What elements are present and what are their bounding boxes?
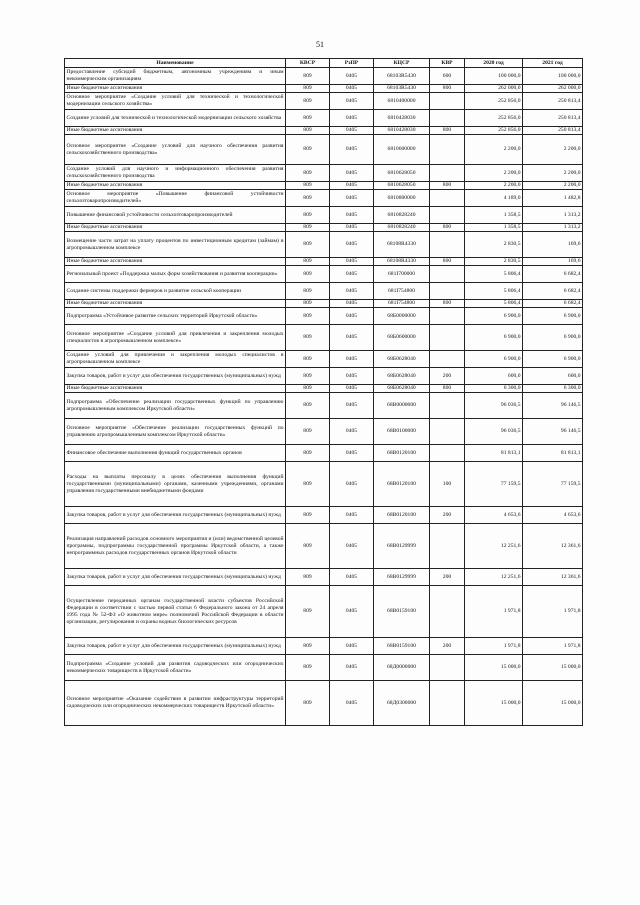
table-row: [65, 393, 583, 419]
table-row: [65, 300, 583, 308]
cell-name: Основное мероприятие «Обеспечение реализации государственных функций по управлению агропромышленным комплексом Иркутской области»: [65, 419, 286, 445]
header-2021: 2021 год: [523, 59, 583, 68]
cell-2020: 2 200,0: [465, 135, 523, 165]
cell-2021: 12 361,6: [523, 569, 583, 586]
cell-2020: 12 251,6: [465, 569, 523, 586]
cell-kcsr: 681I700000: [374, 266, 430, 283]
cell-kvsr: 809: [286, 224, 330, 232]
cell-kvsr: 809: [286, 419, 330, 445]
cell-kvr: [430, 655, 465, 681]
table-row: [65, 445, 583, 462]
cell-rzpr: 0405: [330, 462, 374, 507]
cell-name: Создание системы поддержки фермеров и развитие сельской кооперации: [65, 283, 286, 300]
cell-2020: 252 856,0: [465, 127, 523, 135]
cell-kvr: 800: [430, 300, 465, 308]
cell-name: Закупка товаров, работ и услуг для обеспечения государственных (муниципальных) нужд: [65, 368, 286, 385]
cell-name: Осуществление переданных органам государственной власти субъектов Российской Федерации в соответствии с частью первой статьи 6 Федерального закона от 24 апреля 1995 года № 52-ФЗ «О животном мире» полномочий Российской Федерации в области организации, регулирования и охраны водных биологических ресурсов: [65, 586, 286, 638]
cell-2020: 15 000,0: [465, 655, 523, 681]
cell-kvsr: 809: [286, 266, 330, 283]
table-row: [65, 308, 583, 325]
cell-2021: 262 000,0: [523, 85, 583, 93]
cell-kcsr: 68108R4330: [374, 258, 430, 266]
cell-kcsr: 6810428030: [374, 127, 430, 135]
cell-kvsr: 809: [286, 445, 330, 462]
cell-kvsr: 809: [286, 182, 330, 190]
cell-kcsr: 68Б0000000: [374, 308, 430, 325]
cell-rzpr: 0405: [330, 385, 374, 393]
cell-2020: 6 900,0: [465, 351, 523, 368]
cell-2020: 1 358,5: [465, 224, 523, 232]
cell-kcsr: 681I754800: [374, 300, 430, 308]
cell-2021: 6 900,0: [523, 325, 583, 351]
cell-2021: 81 813,1: [523, 445, 583, 462]
cell-kvr: 100: [430, 462, 465, 507]
cell-kvr: [430, 165, 465, 182]
cell-2021: 600,0: [523, 368, 583, 385]
cell-kcsr: 68108R4330: [374, 232, 430, 258]
cell-2021: 6 682,4: [523, 266, 583, 283]
header-rzpr: РзПР: [330, 59, 374, 68]
table-row: [65, 85, 583, 93]
table-row: [65, 638, 583, 655]
cell-rzpr: 0405: [330, 419, 374, 445]
cell-kvr: [430, 283, 465, 300]
cell-name: Подпрограмма «Обеспечение реализации государственных функций по управлению агропромышленным комплексом Иркутской области»: [65, 393, 286, 419]
cell-kvsr: 809: [286, 85, 330, 93]
budget-table: [64, 58, 583, 726]
cell-kvsr: 809: [286, 207, 330, 224]
table-row: [65, 368, 583, 385]
cell-rzpr: 0405: [330, 232, 374, 258]
cell-2020: 2 200,0: [465, 165, 523, 182]
cell-kvr: [430, 445, 465, 462]
cell-name: Создание условий для научного и информационного обеспечения развития сельскохозяйственного производства: [65, 165, 286, 182]
cell-rzpr: 0405: [330, 586, 374, 638]
cell-rzpr: 0405: [330, 190, 374, 207]
cell-name: Иные бюджетные ассигнования: [65, 258, 286, 266]
cell-kcsr: 68В0120100: [374, 445, 430, 462]
cell-name: Возмещение части затрат на уплату процентов по инвестиционным кредитам (займам) в агропромышленном комплексе: [65, 232, 286, 258]
cell-kvr: [430, 524, 465, 569]
cell-2021: 100 000,0: [523, 68, 583, 85]
cell-name: Основное мероприятие «Создание условий для научного обеспечения развития сельскохозяйственного производства»: [65, 135, 286, 165]
cell-name: Иные бюджетные ассигнования: [65, 300, 286, 308]
cell-2021: 250 813,4: [523, 110, 583, 127]
cell-kcsr: 6810828240: [374, 224, 430, 232]
cell-2020: 4 189,0: [465, 190, 523, 207]
cell-2021: 2 200,0: [523, 182, 583, 190]
table-row: [65, 524, 583, 569]
cell-rzpr: 0405: [330, 207, 374, 224]
cell-kcsr: 6810400000: [374, 93, 430, 110]
table-row: [65, 224, 583, 232]
cell-kcsr: 6810628050: [374, 165, 430, 182]
cell-2021: 96 146,5: [523, 393, 583, 419]
header-name: Наименование: [65, 59, 286, 68]
cell-kcsr: 6810600000: [374, 135, 430, 165]
cell-kcsr: 68Б0628040: [374, 385, 430, 393]
cell-kvsr: 809: [286, 165, 330, 182]
cell-kcsr: 681I754800: [374, 283, 430, 300]
cell-name: Основное мероприятие «Создание условий для технической и технологической модернизации сельского хозяйства»: [65, 93, 286, 110]
cell-2021: 6 300,0: [523, 385, 583, 393]
cell-kcsr: 68Д0300000: [374, 681, 430, 726]
cell-2020: 262 000,0: [465, 85, 523, 93]
table-row: [65, 190, 583, 207]
cell-name: Подпрограмма «Создание условий для развития садоводческих или огороднических некоммерческих товариществ в Иркутской области»: [65, 655, 286, 681]
cell-rzpr: 0405: [330, 135, 374, 165]
cell-rzpr: 0405: [330, 445, 374, 462]
cell-2020: 2 830,5: [465, 258, 523, 266]
cell-name: Создание условий для привлечения и закрепления молодых специалистов в агропромышленном комплексе: [65, 351, 286, 368]
cell-kvsr: 809: [286, 93, 330, 110]
cell-kvr: 200: [430, 569, 465, 586]
cell-rzpr: 0405: [330, 655, 374, 681]
cell-rzpr: 0405: [330, 93, 374, 110]
cell-rzpr: 0405: [330, 638, 374, 655]
cell-kvsr: 809: [286, 135, 330, 165]
table-row: [65, 419, 583, 445]
table-body: [65, 68, 583, 726]
cell-2020: 12 251,6: [465, 524, 523, 569]
cell-2021: 6 900,0: [523, 308, 583, 325]
cell-kcsr: 68В0120100: [374, 462, 430, 507]
cell-kvsr: 809: [286, 283, 330, 300]
cell-kvsr: 809: [286, 300, 330, 308]
table-header-row: [65, 59, 583, 68]
cell-kvr: [430, 266, 465, 283]
cell-rzpr: 0405: [330, 127, 374, 135]
cell-2020: 1 971,8: [465, 638, 523, 655]
cell-name: Основное мероприятие «Оказание содействия в развитии инфраструктуры территорий садоводческих или огороднических некоммерческих товариществ Иркутской области»: [65, 681, 286, 726]
cell-kvsr: 809: [286, 393, 330, 419]
cell-name: Повышение финансовой устойчивости сельхозтоваропроизводителей: [65, 207, 286, 224]
cell-2021: 6 900,0: [523, 351, 583, 368]
cell-kvr: [430, 681, 465, 726]
cell-2020: 4 653,6: [465, 507, 523, 524]
cell-2021: 15 000,0: [523, 655, 583, 681]
cell-rzpr: 0405: [330, 681, 374, 726]
cell-2021: 169,6: [523, 232, 583, 258]
cell-kcsr: 68Б0628040: [374, 351, 430, 368]
cell-kvsr: 809: [286, 368, 330, 385]
cell-name: Предоставление субсидий бюджетным, автономным учреждениям и иным некоммерческим организациям: [65, 68, 286, 85]
cell-kcsr: 6810800000: [374, 190, 430, 207]
cell-kcsr: 6810628050: [374, 182, 430, 190]
cell-name: Основное мероприятие «Повышение финансовой устойчивости сельхозтоваропроизводителей»: [65, 190, 286, 207]
cell-2021: 1 482,8: [523, 190, 583, 207]
cell-kvsr: 809: [286, 638, 330, 655]
cell-kcsr: 68Д0000000: [374, 655, 430, 681]
cell-name: Закупка товаров, работ и услуг для обеспечения государственных (муниципальных) нужд: [65, 507, 286, 524]
cell-rzpr: 0405: [330, 569, 374, 586]
cell-2021: 169,6: [523, 258, 583, 266]
cell-2020: 96 036,5: [465, 419, 523, 445]
table-row: [65, 586, 583, 638]
cell-kvr: [430, 351, 465, 368]
cell-2020: 252 856,0: [465, 110, 523, 127]
cell-kvsr: 809: [286, 110, 330, 127]
cell-kvr: [430, 135, 465, 165]
cell-2021: 2 200,0: [523, 135, 583, 165]
table-row: [65, 325, 583, 351]
table-row: [65, 182, 583, 190]
cell-2020: 100 000,0: [465, 68, 523, 85]
cell-name: Иные бюджетные ассигнования: [65, 182, 286, 190]
cell-kvr: 200: [430, 507, 465, 524]
cell-kcsr: 68В0129999: [374, 569, 430, 586]
cell-2020: 2 830,5: [465, 232, 523, 258]
cell-rzpr: 0405: [330, 393, 374, 419]
cell-kvr: [430, 93, 465, 110]
cell-name: Основное мероприятие «Создание условий для привлечения и закрепления молодых специалистов в агропромышленном комплексе»: [65, 325, 286, 351]
cell-2021: 2 200,0: [523, 165, 583, 182]
table-row: [65, 207, 583, 224]
cell-rzpr: 0405: [330, 351, 374, 368]
cell-name: Создание условий для технической и технологической модернизации сельского хозяйства: [65, 110, 286, 127]
table-row: [65, 266, 583, 283]
cell-kvr: [430, 308, 465, 325]
cell-kvr: [430, 419, 465, 445]
cell-2021: 6 682,4: [523, 300, 583, 308]
cell-2021: 77 159,5: [523, 462, 583, 507]
table-row: [65, 681, 583, 726]
cell-kvr: [430, 190, 465, 207]
cell-2021: 15 000,0: [523, 681, 583, 726]
table-row: [65, 93, 583, 110]
cell-name: Финансовое обеспечение выполнения функций государственных органов: [65, 445, 286, 462]
table-row: [65, 351, 583, 368]
header-kvr: КВР: [430, 59, 465, 68]
cell-2020: 5 806,4: [465, 283, 523, 300]
cell-2020: 6 300,0: [465, 385, 523, 393]
cell-rzpr: 0405: [330, 325, 374, 351]
cell-kvr: 600: [430, 68, 465, 85]
cell-kvsr: 809: [286, 524, 330, 569]
table-row: [65, 507, 583, 524]
cell-kvsr: 809: [286, 190, 330, 207]
cell-2020: 1 358,5: [465, 207, 523, 224]
page-number: 51: [316, 40, 324, 49]
cell-2021: 250 813,4: [523, 127, 583, 135]
cell-kvr: [430, 110, 465, 127]
cell-kcsr: 68103R5430: [374, 68, 430, 85]
cell-kvsr: 809: [286, 68, 330, 85]
header-kvsr: КВСР: [286, 59, 330, 68]
cell-name: Закупка товаров, работ и услуг для обеспечения государственных (муниципальных) нужд: [65, 569, 286, 586]
cell-2020: 2 200,0: [465, 182, 523, 190]
cell-kvr: [430, 207, 465, 224]
table-row: [65, 110, 583, 127]
cell-2021: 1 971,8: [523, 638, 583, 655]
cell-2021: 250 813,4: [523, 93, 583, 110]
cell-kvr: 800: [430, 182, 465, 190]
cell-name: Подпрограмма «Устойчивое развитие сельских территорий Иркутской области»: [65, 308, 286, 325]
cell-kcsr: 68В0000000: [374, 393, 430, 419]
cell-kcsr: 68Б0600000: [374, 325, 430, 351]
cell-kvr: 800: [430, 224, 465, 232]
cell-kvr: [430, 325, 465, 351]
cell-kvr: 800: [430, 127, 465, 135]
cell-rzpr: 0405: [330, 266, 374, 283]
cell-name: Иные бюджетные ассигнования: [65, 385, 286, 393]
cell-name: Реализация направлений расходов основного мероприятия и (или) ведомственной целевой программы, подпрограммы государственной программы Иркутской области, а также непрограммных расходов государственных органов Иркутской области: [65, 524, 286, 569]
cell-kvr: [430, 586, 465, 638]
cell-kvsr: 809: [286, 655, 330, 681]
table-row: [65, 569, 583, 586]
cell-kvsr: 809: [286, 462, 330, 507]
cell-rzpr: 0405: [330, 85, 374, 93]
cell-2021: 4 653,6: [523, 507, 583, 524]
cell-2020: 15 000,0: [465, 681, 523, 726]
cell-kvr: 200: [430, 368, 465, 385]
cell-name: Закупка товаров, работ и услуг для обеспечения государственных (муниципальных) нужд: [65, 638, 286, 655]
cell-rzpr: 0405: [330, 182, 374, 190]
header-2020: 2020 год: [465, 59, 523, 68]
cell-kcsr: 68В0159100: [374, 586, 430, 638]
cell-kvsr: 809: [286, 507, 330, 524]
cell-kvsr: 809: [286, 308, 330, 325]
cell-kvr: 800: [430, 258, 465, 266]
cell-2020: 5 806,4: [465, 300, 523, 308]
cell-kvsr: 809: [286, 351, 330, 368]
cell-kvr: 800: [430, 85, 465, 93]
table-row: [65, 135, 583, 165]
cell-kvsr: 809: [286, 232, 330, 258]
cell-2021: 6 682,4: [523, 283, 583, 300]
cell-2020: 96 036,5: [465, 393, 523, 419]
cell-rzpr: 0405: [330, 308, 374, 325]
cell-rzpr: 0405: [330, 224, 374, 232]
table-row: [65, 385, 583, 393]
cell-name: Расходы на выплаты персоналу в целях обеспечения выполнения функций государственными (муниципальными) органами, казенными учреждениями, органами управления государственными внебюджетными фондами: [65, 462, 286, 507]
cell-rzpr: 0405: [330, 258, 374, 266]
cell-2020: 252 856,0: [465, 93, 523, 110]
cell-kvsr: 809: [286, 586, 330, 638]
cell-kcsr: 68103R5430: [374, 85, 430, 93]
cell-2021: 96 146,5: [523, 419, 583, 445]
cell-rzpr: 0405: [330, 68, 374, 85]
cell-kvsr: 809: [286, 325, 330, 351]
cell-2021: 12 361,6: [523, 524, 583, 569]
cell-rzpr: 0405: [330, 368, 374, 385]
cell-2021: 1 313,2: [523, 207, 583, 224]
cell-kcsr: 68В0120100: [374, 507, 430, 524]
cell-2020: 5 806,4: [465, 266, 523, 283]
cell-kcsr: 68В0100000: [374, 419, 430, 445]
cell-2020: 600,0: [465, 368, 523, 385]
cell-2020: 6 900,0: [465, 325, 523, 351]
cell-2020: 1 971,8: [465, 586, 523, 638]
cell-kcsr: 6810828240: [374, 207, 430, 224]
cell-kvsr: 809: [286, 127, 330, 135]
cell-name: Иные бюджетные ассигнования: [65, 224, 286, 232]
cell-kcsr: 68В0159100: [374, 638, 430, 655]
table-row: [65, 68, 583, 85]
cell-rzpr: 0405: [330, 524, 374, 569]
cell-kvr: [430, 393, 465, 419]
cell-2021: 1 971,8: [523, 586, 583, 638]
cell-rzpr: 0405: [330, 165, 374, 182]
table-row: [65, 258, 583, 266]
cell-name: Региональный проект «Поддержка малых форм хозяйствования и развития кооперации»: [65, 266, 286, 283]
table-row: [65, 232, 583, 258]
cell-kvr: 200: [430, 638, 465, 655]
cell-rzpr: 0405: [330, 110, 374, 127]
cell-rzpr: 0405: [330, 507, 374, 524]
table-row: [65, 462, 583, 507]
cell-rzpr: 0405: [330, 300, 374, 308]
cell-kvr: 800: [430, 385, 465, 393]
header-kcsr: КЦСР: [374, 59, 430, 68]
table-row: [65, 655, 583, 681]
cell-kcsr: 6810428030: [374, 110, 430, 127]
cell-kvr: [430, 232, 465, 258]
cell-2020: 77 159,5: [465, 462, 523, 507]
cell-2020: 81 813,1: [465, 445, 523, 462]
cell-2020: 6 900,0: [465, 308, 523, 325]
table-row: [65, 165, 583, 182]
table-row: [65, 127, 583, 135]
cell-rzpr: 0405: [330, 283, 374, 300]
cell-kvsr: 809: [286, 569, 330, 586]
cell-kvsr: 809: [286, 385, 330, 393]
cell-kcsr: 68В0129999: [374, 524, 430, 569]
cell-name: Иные бюджетные ассигнования: [65, 127, 286, 135]
cell-2021: 1 313,2: [523, 224, 583, 232]
table-row: [65, 283, 583, 300]
cell-kvsr: 809: [286, 681, 330, 726]
cell-kcsr: 68Б0628040: [374, 368, 430, 385]
cell-kvsr: 809: [286, 258, 330, 266]
cell-name: Иные бюджетные ассигнования: [65, 85, 286, 93]
